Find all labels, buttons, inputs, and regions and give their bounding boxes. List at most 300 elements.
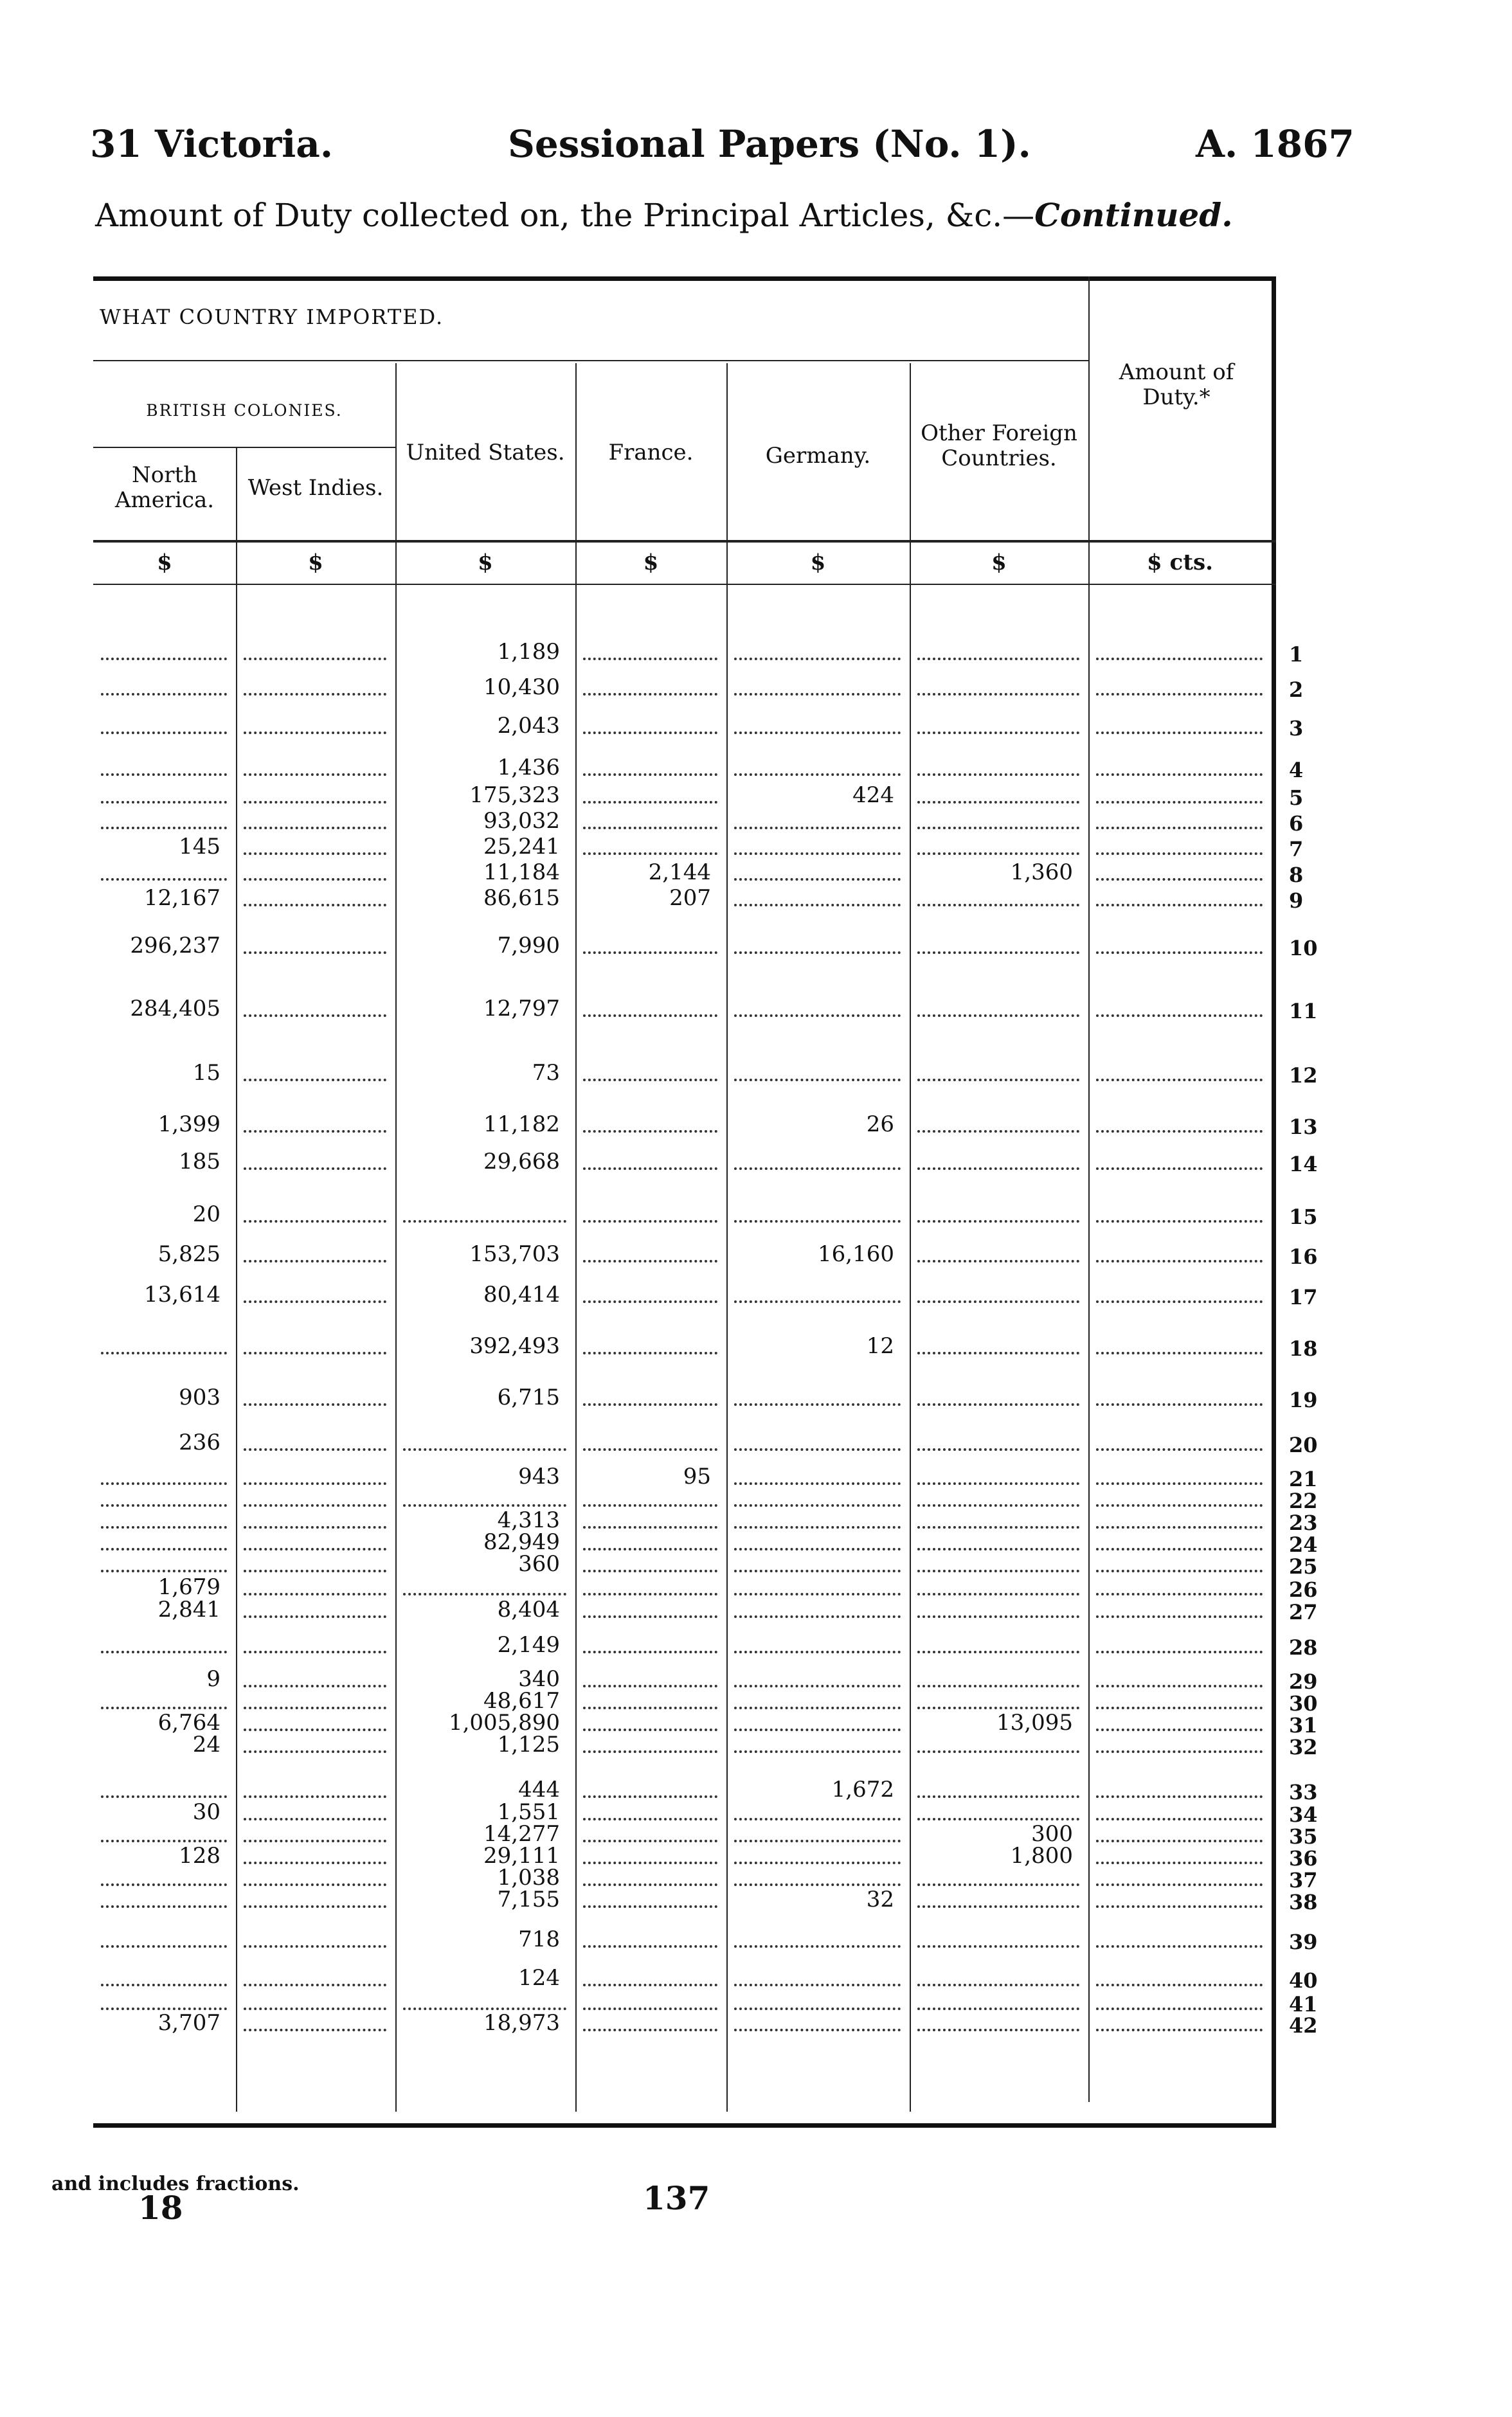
cell-us: 80,414 (483, 1282, 560, 1307)
divider-fr-ge (726, 363, 728, 2112)
dot-leader (917, 801, 1079, 804)
row-number: 6 (1289, 811, 1304, 836)
cell-na: 284,405 (130, 996, 221, 1021)
dot-leader (1096, 2029, 1263, 2031)
row-number: 38 (1289, 1890, 1318, 1914)
dot-leader (917, 1300, 1079, 1303)
dot-leader (734, 1220, 901, 1223)
row-number: 3 (1289, 716, 1304, 741)
cell-us: 25,241 (483, 834, 560, 859)
row-number: 39 (1289, 1930, 1318, 1954)
dot-leader (583, 951, 717, 954)
dot-leader (244, 693, 386, 696)
cell-us: 2,043 (497, 713, 560, 739)
dot-leader (244, 1482, 386, 1485)
cell-us: 8,404 (497, 1597, 560, 1622)
dot-leader (583, 1570, 717, 1572)
dot-leader (1096, 1548, 1263, 1550)
dot-leader (244, 951, 386, 954)
dot-leader (583, 1079, 717, 1081)
dot-leader (583, 1883, 717, 1886)
table-top-rule (93, 276, 1276, 281)
dot-leader (917, 2029, 1079, 2031)
unit-duty: $ cts. (1147, 550, 1213, 575)
row-number: 4 (1289, 758, 1304, 782)
row-number: 24 (1289, 1532, 1318, 1557)
row-number: 35 (1289, 1824, 1318, 1849)
dot-leader (1096, 1220, 1263, 1223)
dot-leader (583, 1862, 717, 1864)
dot-leader (244, 658, 386, 660)
cell-na: 1,679 (158, 1574, 221, 1600)
page-number-center: 137 (643, 2179, 710, 2217)
cell-us: 14,277 (483, 1821, 560, 1847)
dot-leader (734, 1526, 901, 1529)
cell-of: 1,360 (1010, 859, 1073, 885)
unit-us: $ (478, 550, 493, 575)
cell-na: 1,399 (158, 1111, 221, 1137)
dot-leader (583, 801, 717, 804)
dot-leader (1096, 1795, 1263, 1798)
dot-leader (101, 1651, 227, 1653)
dot-leader (583, 1448, 717, 1451)
row-number: 27 (1289, 1600, 1318, 1624)
dot-leader (734, 658, 901, 660)
dot-leader (917, 1403, 1079, 1406)
dot-leader (1096, 1651, 1263, 1653)
dot-leader (101, 1526, 227, 1529)
what-country-imported-label: WHAT COUNTRY IMPORTED. (100, 305, 444, 329)
dot-leader (734, 1862, 901, 1864)
dot-leader (1096, 1260, 1263, 1262)
france-header: France. (608, 440, 694, 465)
dot-leader (244, 1750, 386, 1753)
dot-leader (917, 1905, 1079, 1908)
dot-leader (734, 1707, 901, 1709)
dot-leader (734, 693, 901, 696)
dot-leader (917, 1615, 1079, 1618)
dot-leader (734, 1729, 901, 1731)
row-number: 30 (1289, 1691, 1318, 1716)
dot-leader (244, 1818, 386, 1820)
dot-leader (101, 1795, 227, 1798)
row-number: 37 (1289, 1868, 1318, 1892)
cell-ge: 12 (866, 1333, 894, 1359)
dot-leader (1096, 658, 1263, 660)
dot-leader (1096, 852, 1263, 855)
cell-na: 2,841 (158, 1597, 221, 1622)
dot-leader (917, 1167, 1079, 1170)
dot-leader (734, 1615, 901, 1618)
dot-leader (583, 1651, 717, 1653)
cell-us: 2,149 (497, 1632, 560, 1658)
divider-us-fr (575, 363, 577, 2112)
dot-leader (1096, 878, 1263, 881)
dot-leader (917, 852, 1079, 855)
cell-us: 153,703 (469, 1241, 560, 1267)
dot-leader (101, 1352, 227, 1354)
table-right-rule (1272, 276, 1276, 2128)
germany-header: Germany. (765, 443, 871, 469)
dot-leader (101, 1504, 227, 1507)
dot-leader (583, 1260, 717, 1262)
dot-leader (244, 1862, 386, 1864)
dot-leader (244, 1079, 386, 1081)
page-subtitle (95, 196, 1233, 234)
dot-leader (917, 1818, 1079, 1820)
dot-leader (1096, 827, 1263, 829)
row-number: 23 (1289, 1511, 1318, 1535)
british-colonies-label: BRITISH COLONIES. (146, 401, 343, 420)
dot-leader (244, 1548, 386, 1550)
west-indies-header: West Indies. (248, 475, 384, 501)
dot-leader (734, 852, 901, 855)
row-number: 11 (1289, 999, 1318, 1023)
cell-of: 1,800 (1010, 1843, 1073, 1869)
dot-leader (734, 1818, 901, 1820)
dot-leader (583, 852, 717, 855)
dot-leader (1096, 693, 1263, 696)
dot-leader (244, 1352, 386, 1354)
dot-leader (583, 1707, 717, 1709)
dot-leader (917, 951, 1079, 954)
dot-leader (917, 732, 1079, 734)
cell-na: 236 (179, 1430, 221, 1455)
header-center: Sessional Papers (No. 1). (508, 122, 1031, 166)
dot-leader (583, 1593, 717, 1595)
dot-leader (244, 1526, 386, 1529)
row-number: 7 (1289, 837, 1304, 861)
row-number: 22 (1289, 1489, 1318, 1513)
dot-leader (244, 1984, 386, 1986)
cell-ge: 26 (866, 1111, 894, 1137)
dot-leader (734, 1482, 901, 1485)
cell-us: 10,430 (483, 674, 560, 700)
dot-leader (917, 1220, 1079, 1223)
dot-leader (583, 2008, 717, 2010)
cell-na: 20 (192, 1201, 221, 1227)
dot-leader (734, 951, 901, 954)
dot-leader (734, 1984, 901, 1986)
dot-leader (101, 878, 227, 881)
dot-leader (917, 1795, 1079, 1798)
row-number: 17 (1289, 1285, 1318, 1309)
dot-leader (734, 1014, 901, 1017)
dot-leader (583, 1685, 717, 1687)
dot-leader (583, 2029, 717, 2031)
dot-leader (244, 1651, 386, 1653)
dot-leader (101, 773, 227, 776)
table-bottom-rule (93, 2123, 1276, 2128)
dot-leader (917, 658, 1079, 660)
dot-leader (583, 1729, 717, 1731)
dot-leader (1096, 1984, 1263, 1986)
dot-leader (734, 1840, 901, 1842)
page-number-left: 18 (138, 2189, 183, 2227)
dot-leader (1096, 732, 1263, 734)
dot-leader (244, 1707, 386, 1709)
dot-leader (244, 1945, 386, 1948)
cell-na: 5,825 (158, 1241, 221, 1267)
dot-leader (917, 1883, 1079, 1886)
row-number: 10 (1289, 936, 1318, 960)
unit-na: $ (157, 550, 172, 575)
cell-of: 13,095 (996, 1710, 1073, 1736)
dot-leader (1096, 1905, 1263, 1908)
dot-leader (1096, 1593, 1263, 1595)
dot-leader (917, 1352, 1079, 1354)
cell-us: 1,551 (497, 1799, 560, 1825)
row-number: 9 (1289, 888, 1304, 913)
dot-leader (244, 1729, 386, 1731)
dot-leader (1096, 1707, 1263, 1709)
footnote: and includes fractions. (51, 2173, 300, 2195)
dot-leader (1096, 1526, 1263, 1529)
cell-us: 4,313 (497, 1507, 560, 1533)
dot-leader (101, 1548, 227, 1550)
duty-table (93, 276, 1318, 2128)
dot-leader (734, 1504, 901, 1507)
dot-leader (244, 1685, 386, 1687)
dot-leader (403, 1593, 566, 1595)
row-number: 36 (1289, 1846, 1318, 1871)
dot-leader (917, 827, 1079, 829)
dot-leader (734, 1548, 901, 1550)
dot-leader (734, 827, 901, 829)
group-header-underline (93, 360, 1088, 361)
cell-us: 6,715 (497, 1385, 560, 1410)
dot-leader (1096, 1403, 1263, 1406)
dot-leader (1096, 1883, 1263, 1886)
dot-leader (917, 1685, 1079, 1687)
row-number: 2 (1289, 678, 1304, 702)
dot-leader (917, 1548, 1079, 1550)
dot-leader (1096, 1840, 1263, 1842)
dot-leader (917, 773, 1079, 776)
cell-us: 1,038 (497, 1865, 560, 1891)
dot-leader (244, 1130, 386, 1133)
cell-na: 12,167 (144, 885, 221, 911)
dot-leader (244, 1615, 386, 1618)
dot-leader (101, 827, 227, 829)
cell-us: 18,973 (483, 2010, 560, 2036)
cell-us: 11,182 (483, 1111, 560, 1137)
dot-leader (583, 693, 717, 696)
dot-leader (1096, 801, 1263, 804)
dot-leader (101, 1905, 227, 1908)
dot-leader (734, 1448, 901, 1451)
dot-leader (583, 1818, 717, 1820)
dot-leader (917, 904, 1079, 906)
dot-leader (101, 1883, 227, 1886)
dot-leader (244, 2008, 386, 2010)
dot-leader (734, 904, 901, 906)
dot-leader (101, 1570, 227, 1572)
dot-leader (1096, 1750, 1263, 1753)
amount-of-duty-header: Amount of Duty.* (1119, 359, 1234, 411)
row-number: 29 (1289, 1669, 1318, 1694)
dot-leader (734, 1883, 901, 1886)
dot-leader (244, 1905, 386, 1908)
row-number: 20 (1289, 1433, 1318, 1457)
unit-of: $ (991, 550, 1007, 575)
dot-leader (917, 2008, 1079, 2010)
cell-us: 1,189 (497, 639, 560, 665)
dot-leader (244, 1300, 386, 1303)
dot-leader (1096, 1615, 1263, 1618)
dot-leader (1096, 2008, 1263, 2010)
dot-leader (583, 1615, 717, 1618)
dot-leader (244, 1570, 386, 1572)
cell-ge: 1,672 (831, 1777, 894, 1802)
dot-leader (1096, 1482, 1263, 1485)
dot-leader (244, 1504, 386, 1507)
dot-leader (734, 1685, 901, 1687)
row-number: 12 (1289, 1063, 1318, 1088)
dot-leader (244, 1167, 386, 1170)
dot-leader (1096, 1862, 1263, 1864)
dot-leader (917, 1482, 1079, 1485)
dot-leader (583, 827, 717, 829)
cell-na: 6,764 (158, 1710, 221, 1736)
dot-leader (244, 1593, 386, 1595)
subtitle-text: Amount of Duty collected on, the Principal Articles, &c.— (95, 197, 1035, 234)
dot-leader (101, 658, 227, 660)
dot-leader (1096, 1504, 1263, 1507)
dot-leader (1096, 1352, 1263, 1354)
dot-leader (734, 2029, 901, 2031)
cell-fr: 2,144 (648, 859, 711, 885)
cell-us: 124 (518, 1965, 560, 1991)
dot-leader (403, 1504, 566, 1507)
row-number: 41 (1289, 1992, 1318, 2017)
cell-ge: 424 (852, 782, 894, 808)
dot-leader (583, 1300, 717, 1303)
dot-leader (734, 1167, 901, 1170)
row-number: 26 (1289, 1577, 1318, 1602)
cell-us: 1,125 (497, 1732, 560, 1757)
dot-leader (583, 1795, 717, 1798)
row-number: 8 (1289, 863, 1304, 887)
dot-leader (101, 1984, 227, 1986)
row-number: 28 (1289, 1635, 1318, 1660)
dot-leader (244, 1840, 386, 1842)
cell-ge: 32 (866, 1887, 894, 1912)
row-number: 15 (1289, 1205, 1318, 1229)
dot-leader (583, 1984, 717, 1986)
cell-us: 12,797 (483, 996, 560, 1021)
cell-us: 7,155 (497, 1887, 560, 1912)
dot-leader (734, 1300, 901, 1303)
dot-leader (917, 1593, 1079, 1595)
cell-us: 73 (532, 1060, 560, 1086)
dot-leader (101, 1707, 227, 1709)
cell-us: 718 (518, 1927, 560, 1952)
cell-us: 340 (518, 1666, 560, 1692)
dot-leader (734, 1945, 901, 1948)
cell-fr: 95 (683, 1464, 711, 1489)
dot-leader (917, 1130, 1079, 1133)
cell-us: 1,005,890 (448, 1710, 560, 1736)
cell-us: 392,493 (469, 1333, 560, 1359)
row-number: 40 (1289, 1968, 1318, 1993)
row-number: 25 (1289, 1554, 1318, 1579)
dot-leader (917, 1707, 1079, 1709)
dot-leader (1096, 1570, 1263, 1572)
cell-fr: 207 (669, 885, 711, 911)
cell-na: 15 (192, 1060, 221, 1086)
cell-us: 86,615 (483, 885, 560, 911)
cell-ge: 16,160 (818, 1241, 894, 1267)
dot-leader (583, 1130, 717, 1133)
divider-na-wi (236, 447, 237, 2112)
dot-leader (917, 1984, 1079, 1986)
dot-leader (734, 1750, 901, 1753)
dot-leader (101, 801, 227, 804)
units-bottom-rule (93, 584, 1276, 585)
row-number: 33 (1289, 1780, 1318, 1804)
cell-us: 93,032 (483, 808, 560, 834)
dot-leader (244, 904, 386, 906)
dot-leader (1096, 951, 1263, 954)
dot-leader (403, 1220, 566, 1223)
dot-leader (244, 878, 386, 881)
north-america-header: North America. (114, 462, 215, 514)
dot-leader (244, 773, 386, 776)
row-number: 16 (1289, 1244, 1318, 1269)
cell-us: 1,436 (497, 755, 560, 780)
dot-leader (583, 1352, 717, 1354)
dot-leader (917, 1014, 1079, 1017)
dot-leader (583, 1905, 717, 1908)
cell-na: 296,237 (130, 933, 221, 958)
dot-leader (583, 1014, 717, 1017)
dot-leader (244, 2029, 386, 2031)
cell-na: 128 (179, 1843, 221, 1869)
dot-leader (244, 1403, 386, 1406)
dot-leader (734, 1403, 901, 1406)
dot-leader (1096, 1300, 1263, 1303)
header-right: A. 1867 (1196, 122, 1354, 166)
unit-ge: $ (810, 550, 826, 575)
cell-na: 9 (206, 1666, 221, 1692)
dot-leader (101, 732, 227, 734)
dot-leader (917, 1448, 1079, 1451)
dot-leader (583, 1526, 717, 1529)
dot-leader (583, 1750, 717, 1753)
row-number: 21 (1289, 1467, 1318, 1491)
dot-leader (583, 1840, 717, 1842)
dot-leader (244, 1448, 386, 1451)
dot-leader (1096, 773, 1263, 776)
dot-leader (244, 1883, 386, 1886)
dot-leader (583, 658, 717, 660)
dot-leader (101, 1482, 227, 1485)
cell-na: 13,614 (144, 1282, 221, 1307)
cell-na: 903 (179, 1385, 221, 1410)
cell-us: 29,111 (483, 1843, 560, 1869)
dot-leader (917, 1260, 1079, 1262)
subtitle-continued: Continued. (1034, 196, 1233, 234)
row-number: 14 (1289, 1152, 1318, 1176)
unit-fr: $ (643, 550, 659, 575)
dot-leader (244, 1795, 386, 1798)
dot-leader (917, 1945, 1079, 1948)
colonies-underline (93, 447, 395, 448)
dot-leader (244, 1220, 386, 1223)
dot-leader (244, 827, 386, 829)
dot-leader (734, 2008, 901, 2010)
